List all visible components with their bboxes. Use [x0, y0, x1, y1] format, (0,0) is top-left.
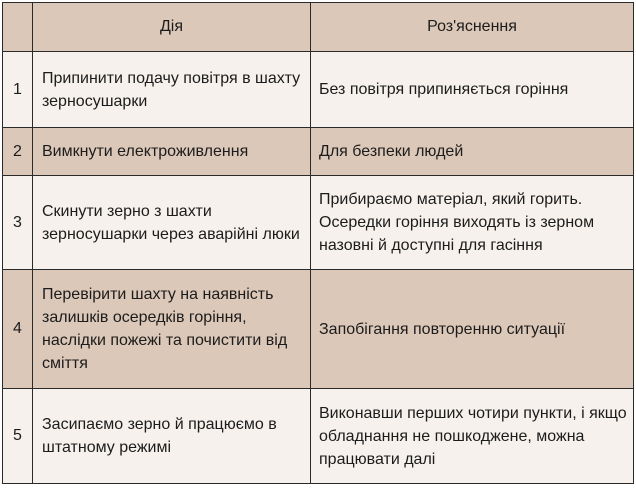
row-number: 5: [3, 389, 33, 484]
row-explanation: Виконавши перших чотири пункти, і якщо обладнання не пошкоджене, можна працювати далі: [311, 389, 634, 484]
header-num: [3, 3, 33, 52]
row-number: 4: [3, 270, 33, 389]
row-number: 1: [3, 52, 33, 128]
row-explanation: Прибираємо матеріал, який горить. Осередки горіння виходять із зерном назовні й доступні для гасіння: [311, 176, 634, 270]
header-action: Дія: [33, 3, 311, 52]
row-action: Перевірити шахту на наявність залишків осередків горіння, наслідки пожежі та почистити від сміття: [33, 270, 311, 389]
row-explanation: Для безпеки людей: [311, 128, 634, 176]
header-row: [3, 3, 634, 52]
row-number: 2: [3, 128, 33, 176]
table-row: [3, 128, 634, 176]
row-action: Вимкнути електроживлення: [33, 128, 311, 176]
row-number: 3: [3, 176, 33, 270]
row-action: Скинути зерно з шахти зерносушарки через аварійні люки: [33, 176, 311, 270]
table-row: [3, 52, 634, 128]
row-action: Засипаємо зерно й працюємо в штатному режимі: [33, 389, 311, 484]
table-row: [3, 270, 634, 389]
header-explanation: Роз'яснення: [311, 3, 634, 52]
row-explanation: Запобігання повторенню ситуації: [311, 270, 634, 389]
table-row: [3, 176, 634, 270]
row-action: Припинити подачу повітря в шахту зерносушарки: [33, 52, 311, 128]
row-explanation: Без повітря припиняється горіння: [311, 52, 634, 128]
table-row: [3, 389, 634, 484]
instructions-table: [2, 2, 634, 484]
